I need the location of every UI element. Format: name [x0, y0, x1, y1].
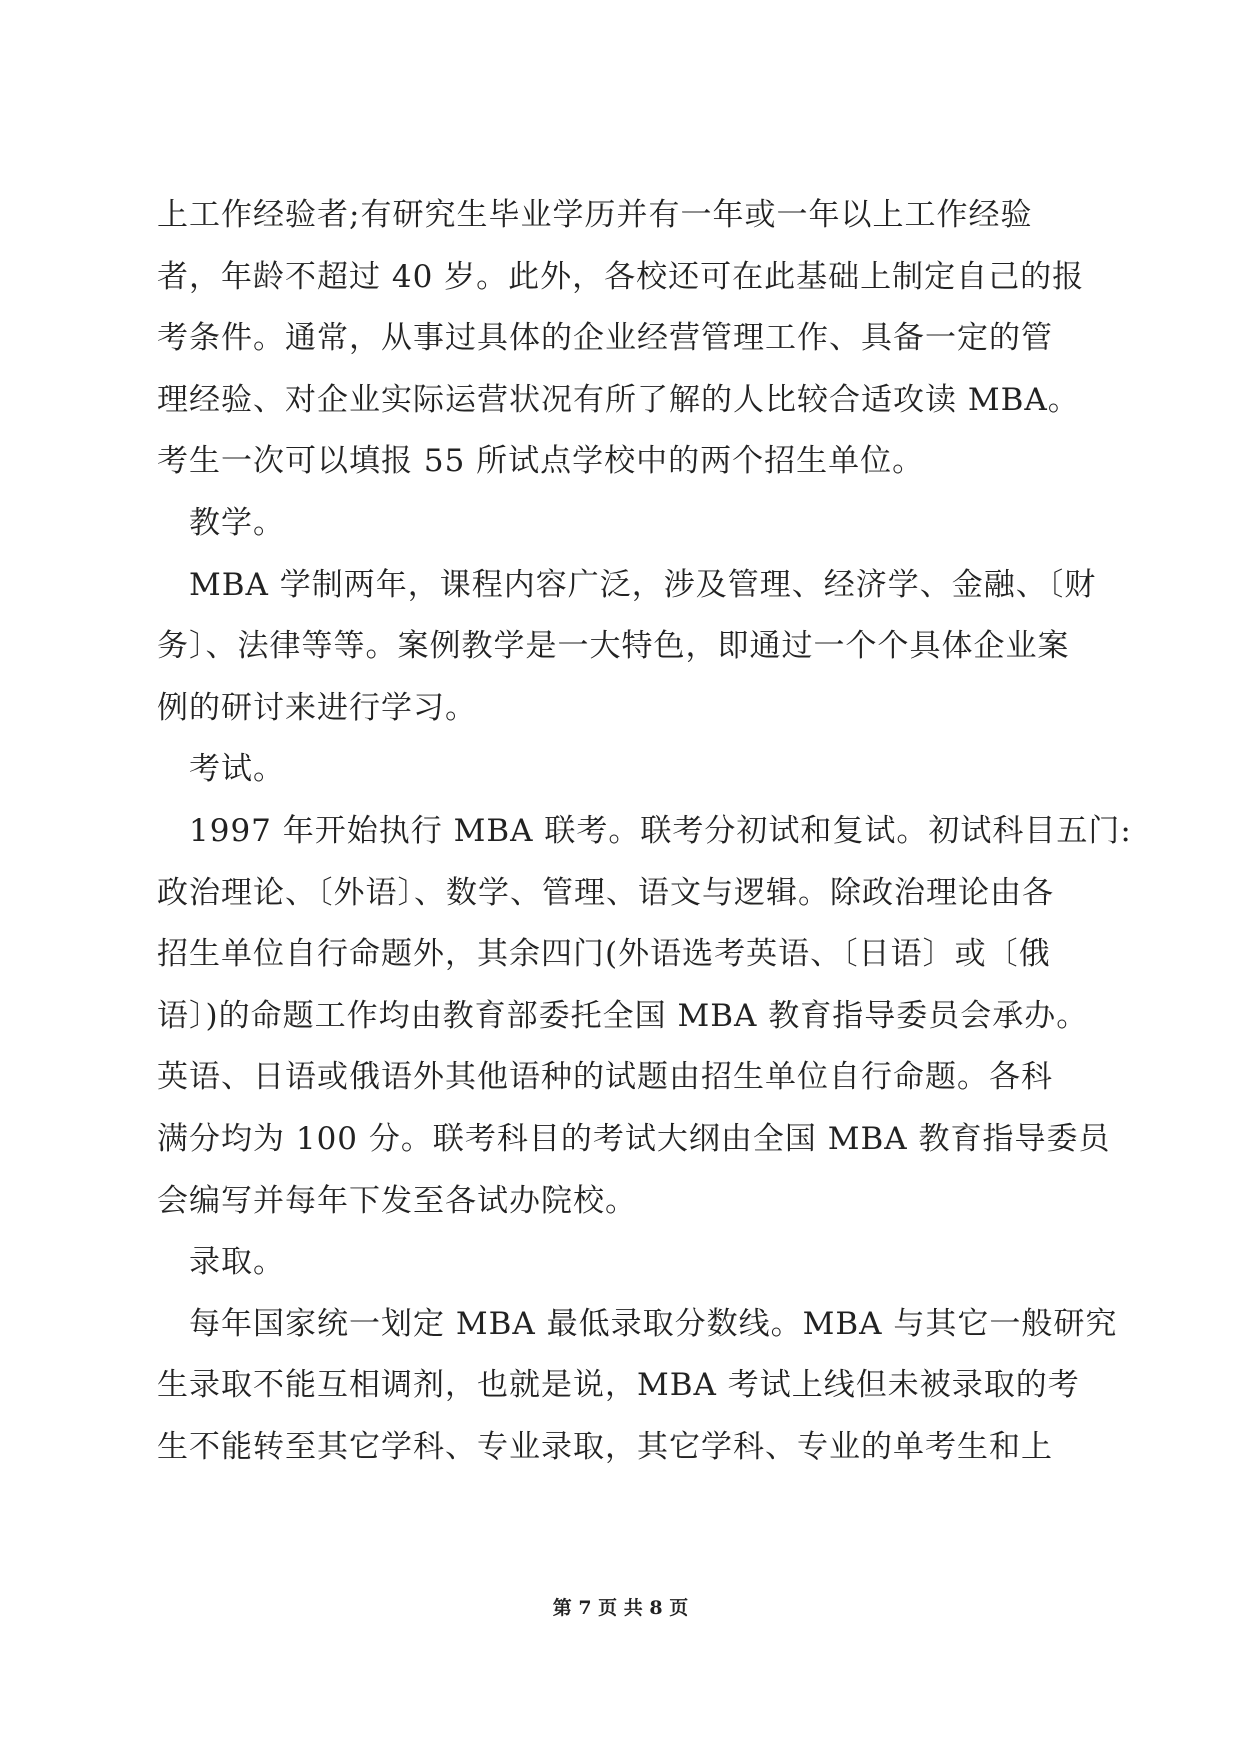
text-line: 会编写并每年下发至各试办院校。	[157, 1182, 637, 1219]
text-line: 考条件。通常，从事过具体的企业经营管理工作、具备一定的管	[157, 320, 1053, 357]
text-line: 例的研讨来进行学习。	[157, 689, 477, 726]
text-line: 者，年龄不超过 40 岁。此外，各校还可在此基础上制定自己的报	[157, 258, 1085, 295]
text-line: 招生单位自行命题外，其余四门(外语选考英语、〔日语〕或〔俄	[157, 936, 1051, 973]
text-line: 满分均为 100 分。联考科目的考试大纲由全国 MBA 教育指导委员	[157, 1120, 1111, 1157]
page-footer: 第 7 页 共 8 页	[552, 1597, 689, 1619]
text-line: 政治理论、〔外语〕、数学、管理、语文与逻辑。除政治理论由各	[157, 874, 1054, 911]
text-line: 每年国家统一划定 MBA 最低录取分数线。MBA 与其它一般研究	[189, 1305, 1118, 1342]
text-line: 教学。	[189, 504, 285, 541]
text-line: 录取。	[189, 1244, 285, 1281]
text-line: 上工作经验者;有研究生毕业学历并有一年或一年以上工作经验	[157, 197, 1033, 233]
text-line: 语〕)的命题工作均由教育部委托全国 MBA 教育指导委员会承办。	[157, 997, 1089, 1034]
text-line: 考生一次可以填报 55 所试点学校中的两个招生单位。	[157, 443, 925, 480]
text-line: 英语、日语或俄语外其他语种的试题由招生单位自行命题。各科	[157, 1059, 1053, 1096]
text-line: 理经验、对企业实际运营状况有所了解的人比较合适攻读 MBA。	[157, 381, 1080, 418]
text-line: 生录取不能互相调剂，也就是说，MBA 考试上线但未被录取的考	[157, 1367, 1080, 1404]
body-text	[157, 185, 1132, 1478]
text-line: 生不能转至其它学科、专业录取，其它学科、专业的单考生和上	[157, 1428, 1053, 1465]
text-line: MBA 学制两年，课程内容广泛，涉及管理、经济学、金融、〔财	[189, 566, 1097, 603]
text-line: 1997 年开始执行 MBA 联考。联考分初试和复试。初试科目五门:	[189, 812, 1132, 849]
text-line: 务〕、法律等等。案例教学是一大特色，即通过一个个具体企业案	[157, 628, 1070, 665]
text-line: 考试。	[189, 751, 285, 788]
